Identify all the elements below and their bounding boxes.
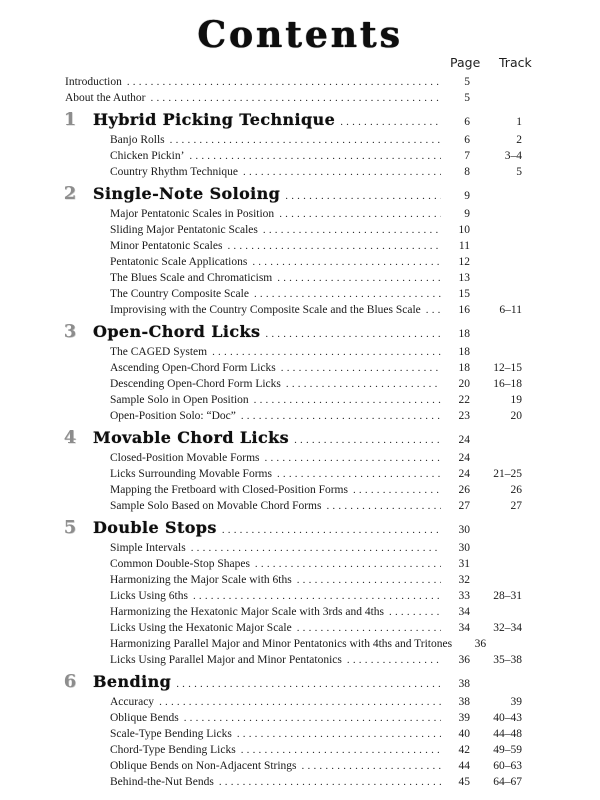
- dot-leader: [255, 556, 441, 572]
- toc-entry-page: 27: [458, 500, 470, 512]
- dot-leader: [263, 222, 441, 238]
- toc-entry-track: 49–59: [493, 744, 522, 756]
- toc-entry-row: [0, 450, 522, 466]
- track-column-header: Track: [499, 55, 532, 70]
- toc-entry-page: 15: [458, 288, 470, 300]
- chapter-title: Movable Chord Licks: [93, 428, 290, 447]
- toc-entry-row: [0, 286, 522, 302]
- dot-leader: [176, 674, 441, 694]
- toc-entry-page: 5: [464, 92, 470, 104]
- dot-leader: [241, 408, 441, 424]
- toc-entry-label: Behind-the-Nut Bends: [110, 776, 214, 788]
- toc-entry-row: [0, 652, 522, 668]
- toc-entry-page: 5: [464, 76, 470, 88]
- toc-entry-page: 24: [458, 434, 470, 446]
- toc-entry-row: [0, 344, 522, 360]
- toc-entry-page: 16: [458, 304, 470, 316]
- dot-leader: [184, 710, 441, 726]
- toc-entry-track: 64–67: [493, 776, 522, 788]
- dot-leader: [277, 270, 441, 286]
- dot-leader: [389, 604, 441, 620]
- dot-leader: [212, 344, 441, 360]
- toc-entry-label: Mapping the Fretboard with Closed-Position Forms: [110, 484, 348, 496]
- toc-entry-row: [0, 694, 522, 710]
- toc-entry-page: 22: [458, 394, 470, 406]
- toc-entry-page: 13: [458, 272, 470, 284]
- dot-leader: [426, 302, 441, 318]
- toc-entry-track: 1: [516, 116, 522, 128]
- toc-entry-label: The CAGED System: [110, 346, 208, 358]
- toc-entry-page: 32: [458, 574, 470, 586]
- toc-entry-label: Oblique Bends: [110, 712, 179, 724]
- toc-entry-track: 27: [510, 500, 522, 512]
- chapter-number: 2: [63, 183, 77, 204]
- chapter-title: Open-Chord Licks: [93, 322, 261, 341]
- dot-leader: [252, 254, 441, 270]
- toc-entry-page: 31: [458, 558, 470, 570]
- toc-entry-label: Closed-Position Movable Forms: [110, 452, 260, 464]
- toc-entry-label: Open-Position Solo: “Doc”: [110, 410, 236, 422]
- dot-leader: [227, 238, 441, 254]
- toc-entry-label: Minor Pentatonic Scales: [110, 240, 223, 252]
- toc-entry-label: About the Author: [65, 92, 146, 104]
- dot-leader: [279, 206, 441, 222]
- toc-entry-label: Chicken Pickin’: [110, 150, 185, 162]
- toc-entry-row: [0, 392, 522, 408]
- chapter-number: 3: [63, 321, 77, 342]
- toc-entry-track: 6–11: [499, 304, 522, 316]
- toc-entry-track: 60–63: [493, 760, 522, 772]
- chapter-title: Hybrid Picking Technique: [93, 110, 336, 129]
- toc-entry-label: Common Double-Stop Shapes: [110, 558, 250, 570]
- toc-entry-page: 26: [458, 484, 470, 496]
- dot-leader: [222, 520, 441, 540]
- toc-entry-page: 6: [464, 134, 470, 146]
- toc-entry-page: 11: [458, 240, 470, 252]
- toc-entry-label: Major Pentatonic Scales in Position: [110, 208, 275, 220]
- toc-entry-label: Harmonizing the Hexatonic Major Scale with 3rds and 4ths: [110, 606, 385, 618]
- toc-entry-page: 34: [458, 606, 470, 618]
- toc-entry-page: 9: [464, 190, 470, 202]
- toc-entry-row: [0, 360, 522, 376]
- toc-entry-track: 32–34: [493, 622, 522, 634]
- toc-entry-label: Introduction: [65, 76, 122, 88]
- toc-entry-page: 7: [464, 150, 470, 162]
- toc-entry-label: The Blues Scale and Chromaticism: [110, 272, 273, 284]
- toc-entry-label: Licks Using 6ths: [110, 590, 188, 602]
- toc-entry-track: 16–18: [493, 378, 522, 390]
- toc-entry-track: 21–25: [493, 468, 522, 480]
- toc-entry-page: 24: [458, 468, 470, 480]
- toc-entry-label: Sliding Major Pentatonic Scales: [110, 224, 258, 236]
- toc-entry-page: 23: [458, 410, 470, 422]
- chapter-number: 5: [63, 517, 77, 538]
- frontmatter-list: [0, 74, 600, 106]
- toc-entry-page: 18: [458, 362, 470, 374]
- toc-entry-label: Banjo Rolls: [110, 134, 165, 146]
- chapter-title: Bending: [93, 672, 172, 691]
- toc-entry-row: [0, 466, 522, 482]
- dot-leader: [265, 450, 441, 466]
- toc-entry-page: 18: [458, 328, 470, 340]
- toc-entry-row: [0, 254, 522, 270]
- toc-entry-label: Simple Intervals: [110, 542, 186, 554]
- dot-leader: [243, 164, 441, 180]
- toc-entry-label: The Country Composite Scale: [110, 288, 249, 300]
- toc-entry-track: 26: [510, 484, 522, 496]
- dot-leader: [277, 466, 441, 482]
- toc-entry-row: [0, 270, 522, 286]
- dot-leader: [340, 112, 441, 132]
- toc-entry-row: [0, 148, 522, 164]
- toc-entry-page: 34: [458, 622, 470, 634]
- toc-entry-row: [0, 636, 522, 652]
- toc-entry-page: 38: [458, 696, 470, 708]
- toc-entry-row: [0, 726, 522, 742]
- chapter-title: Double Stops: [93, 518, 217, 537]
- chapter-number: 4: [63, 427, 77, 448]
- toc-entry-label: Country Rhythm Technique: [110, 166, 239, 178]
- toc-entry-label: Pentatonic Scale Applications: [110, 256, 248, 268]
- toc-entry-label: Licks Using Parallel Major and Minor Pentatonics: [110, 654, 342, 666]
- toc-entry-label: Sample Solo Based on Movable Chord Forms: [110, 500, 322, 512]
- toc-entry-row: [0, 742, 522, 758]
- toc-entry-row: [0, 222, 522, 238]
- toc-entry-page: 30: [458, 524, 470, 536]
- dot-leader: [281, 360, 441, 376]
- toc-entry-track: 19: [510, 394, 522, 406]
- chapter-list: [0, 110, 600, 790]
- dot-leader: [241, 742, 441, 758]
- toc-entry-label: Ascending Open-Chord Form Licks: [110, 362, 276, 374]
- toc-entry-page: 24: [458, 452, 470, 464]
- dot-leader: [297, 620, 441, 636]
- chapter-heading-row: [0, 672, 522, 694]
- dot-leader: [237, 726, 441, 742]
- dot-leader: [286, 376, 441, 392]
- toc-entry-page: 8: [464, 166, 470, 178]
- dot-leader: [219, 774, 441, 790]
- toc-entry-track: 40–43: [493, 712, 522, 724]
- toc-entry-row: [0, 710, 522, 726]
- toc-entry-row: [0, 408, 522, 424]
- toc-entry-label: Sample Solo in Open Position: [110, 394, 249, 406]
- toc-entry-label: Licks Surrounding Movable Forms: [110, 468, 272, 480]
- chapter-number: 6: [63, 671, 77, 692]
- toc-entry-page: 30: [458, 542, 470, 554]
- toc-entry-page: 10: [458, 224, 470, 236]
- chapter-heading-row: [0, 518, 522, 540]
- toc-entry-row: [0, 482, 522, 498]
- toc-entry-label: Licks Using the Hexatonic Major Scale: [110, 622, 292, 634]
- toc-entry-track: 5: [516, 166, 522, 178]
- toc-entry-row: [0, 90, 522, 106]
- dot-leader: [347, 652, 441, 668]
- toc-entry-track: 39: [510, 696, 522, 708]
- toc-entry-row: [0, 302, 522, 318]
- toc-entry-track: 12–15: [493, 362, 522, 374]
- dot-leader: [294, 430, 441, 450]
- table-of-contents: [0, 74, 600, 790]
- toc-entry-label: Descending Open-Chord Form Licks: [110, 378, 281, 390]
- toc-entry-page: 44: [458, 760, 470, 772]
- dot-leader: [326, 498, 441, 514]
- dot-leader: [285, 186, 441, 206]
- chapter-heading-row: [0, 184, 522, 206]
- toc-entry-page: 6: [464, 116, 470, 128]
- toc-entry-label: Accuracy: [110, 696, 155, 708]
- chapter-heading-row: [0, 428, 522, 450]
- toc-entry-page: 33: [458, 590, 470, 602]
- page-column-header: Page: [450, 55, 481, 70]
- toc-entry-label: Chord-Type Bending Licks: [110, 744, 236, 756]
- toc-entry-page: 39: [458, 712, 470, 724]
- dot-leader: [191, 540, 441, 556]
- toc-entry-track: 28–31: [493, 590, 522, 602]
- dot-leader: [353, 482, 441, 498]
- toc-entry-page: 9: [464, 208, 470, 220]
- toc-entry-row: [0, 572, 522, 588]
- toc-entry-page: 36: [458, 654, 470, 666]
- toc-entry-page: 36: [474, 638, 487, 650]
- dot-leader: [193, 588, 441, 604]
- toc-entry-row: [0, 758, 522, 774]
- toc-entry-label: Scale-Type Bending Licks: [110, 728, 232, 740]
- toc-entry-label: Harmonizing Parallel Major and Minor Pentatonics with 4ths and Tritones: [110, 638, 453, 650]
- toc-entry-page: 20: [458, 378, 470, 390]
- toc-entry-row: [0, 588, 522, 604]
- toc-entry-row: [0, 206, 522, 222]
- dot-leader: [127, 74, 441, 90]
- dot-leader: [265, 324, 441, 344]
- dot-leader: [151, 90, 442, 106]
- toc-entry-row: [0, 74, 522, 90]
- chapter-heading-row: [0, 110, 522, 132]
- chapter-title: Single-Note Soloing: [93, 184, 281, 203]
- toc-entry-page: 40: [458, 728, 470, 740]
- chapter-number: 1: [63, 109, 77, 130]
- dot-leader: [254, 286, 441, 302]
- toc-entry-track: 2: [516, 134, 522, 146]
- toc-entry-label: Harmonizing the Major Scale with 6ths: [110, 574, 292, 586]
- toc-entry-track: 3–4: [504, 150, 522, 162]
- toc-entry-page: 38: [458, 678, 470, 690]
- toc-entry-track: 35–38: [493, 654, 522, 666]
- chapter-heading-row: [0, 322, 522, 344]
- toc-entry-page: 42: [458, 744, 470, 756]
- toc-entry-row: [0, 540, 522, 556]
- toc-entry-row: [0, 498, 522, 514]
- toc-entry-row: [0, 132, 522, 148]
- dot-leader: [302, 758, 441, 774]
- dot-leader: [159, 694, 441, 710]
- toc-entry-row: [0, 620, 522, 636]
- toc-entry-page: 18: [458, 346, 470, 358]
- toc-entry-row: [0, 774, 522, 790]
- dot-leader: [297, 572, 441, 588]
- dot-leader: [170, 132, 441, 148]
- toc-entry-row: [0, 238, 522, 254]
- toc-entry-label: Oblique Bends on Non-Adjacent Strings: [110, 760, 297, 772]
- toc-entry-row: [0, 376, 522, 392]
- page-title: Contents: [197, 14, 403, 56]
- toc-entry-track: 44–48: [493, 728, 522, 740]
- dot-leader: [254, 392, 441, 408]
- toc-entry-page: 12: [458, 256, 470, 268]
- toc-entry-track: 20: [510, 410, 522, 422]
- toc-entry-row: [0, 604, 522, 620]
- toc-entry-row: [0, 556, 522, 572]
- dot-leader: [189, 148, 441, 164]
- toc-entry-row: [0, 164, 522, 180]
- toc-entry-page: 45: [458, 776, 470, 788]
- toc-entry-label: Improvising with the Country Composite Scale and the Blues Scale: [110, 304, 421, 316]
